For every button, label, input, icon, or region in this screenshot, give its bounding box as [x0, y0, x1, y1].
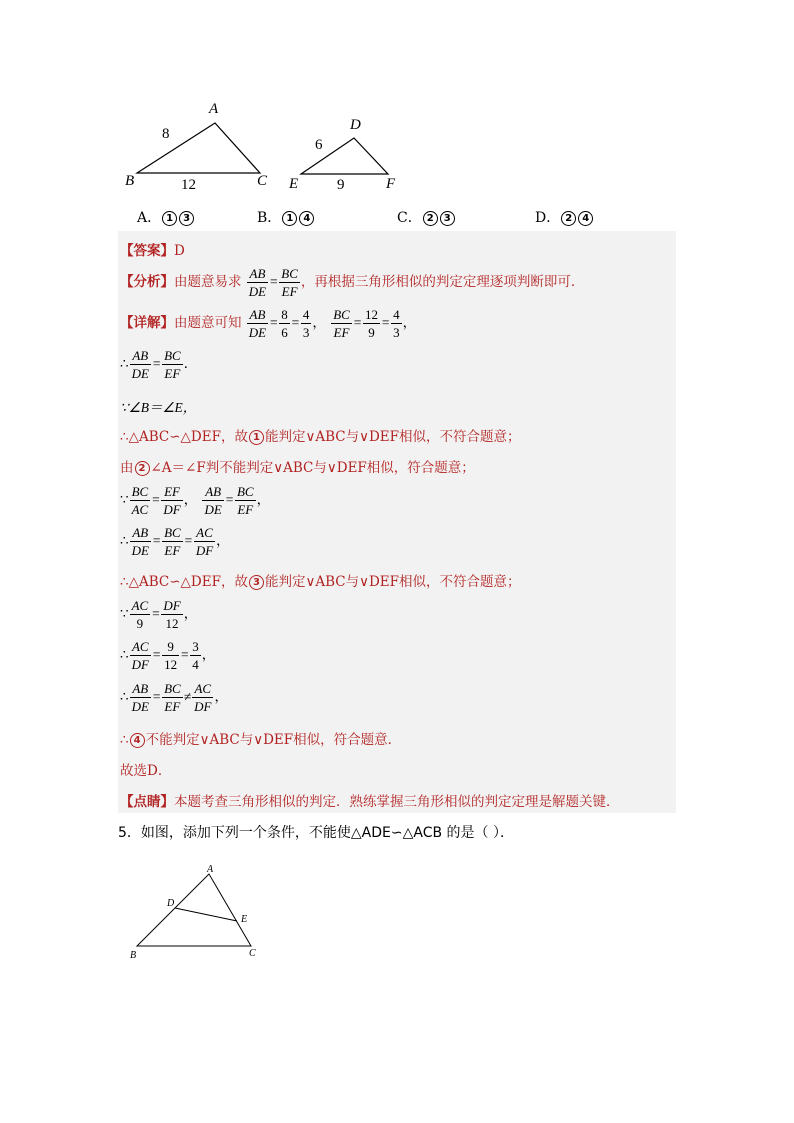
fraction: $\frac{BC}{EF}$ — [164, 681, 181, 714]
question-5: 5．如图，添加下列一个条件，不能使△ADE∽△ACB 的是（ ）． — [118, 825, 514, 841]
detail-line: 【详解】由题意可知 $\frac{AB}{DE}$ = $\frac{8}{6}$ = $\frac{4}{3}$ ， $\frac{BC}{EF}$ = $\frac{12}{9}$ = $\frac{4}{3}$ ， — [120, 307, 417, 340]
l3-mid: 能判定∨ABC与∨DEF相似，不符合题意； — [264, 429, 521, 445]
detail-tag: 【详解】 — [120, 315, 174, 331]
fraction: $\frac{BC}{EF}$ — [236, 484, 254, 517]
option-d-label: D． — [535, 210, 561, 226]
fraction: $\frac{EF}{DF}$ — [163, 484, 181, 517]
vertex-e: E — [289, 176, 299, 192]
choose-line: 故选D． — [120, 763, 172, 779]
circle-num: 2 — [135, 461, 150, 476]
triangle-figure-2 — [125, 862, 275, 962]
fraction: $\frac{4}{3}$ — [393, 307, 400, 340]
line-7 — [120, 570, 521, 590]
line-therefore-1: ∴ $\frac{AB}{DE}$ = $\frac{BC}{EF}$ ． — [120, 348, 198, 381]
l3-pre: ∴△ABC∽△DEF，故 — [120, 429, 248, 445]
line-9: ∴ $\frac{AC}{DF}$ = $\frac{9}{12}$ = $\frac{3}{4}$ ， — [120, 639, 216, 672]
line-5: ∵ $\frac{BC}{AC}$ = $\frac{EF}{DF}$ ， $\frac{AB}{DE}$ = $\frac{BC}{EF}$ ， — [120, 484, 271, 517]
circle-num: 3 — [179, 211, 194, 226]
option-b[interactable] — [257, 207, 315, 227]
circle-num: 2 — [423, 211, 438, 226]
circle-num: 4 — [578, 211, 593, 226]
fraction: $\frac{AB}{DE}$ — [131, 681, 149, 714]
line-6: ∴ $\frac{AB}{DE}$ = $\frac{BC}{EF}$ = $\frac{AC}{DF}$ ， — [120, 525, 230, 558]
line-10: ∴ $\frac{AB}{DE}$ = $\frac{BC}{EF}$ ≠ $\frac{AC}{DF}$ ， — [120, 681, 228, 714]
l7-pre: ∴△ABC∽△DEF，故 — [120, 574, 248, 590]
vertex-f: F — [386, 176, 396, 192]
circle-num: 1 — [249, 430, 264, 445]
side-bc: 12 — [181, 177, 196, 193]
fraction: $\frac{BC}{EF}$ — [333, 307, 350, 340]
fraction: $\frac{AB}{DE}$ — [131, 525, 149, 558]
detail-pre: 由题意可知 — [174, 315, 242, 331]
analysis-tag: 【分析】 — [120, 274, 174, 290]
fraction: $\frac{AB}{DE}$ — [248, 307, 267, 340]
side-ab: 8 — [162, 126, 170, 142]
fraction: $\frac{4}{3}$ — [302, 307, 310, 340]
side-de: 6 — [315, 137, 323, 153]
vertex-c-2: C — [249, 948, 256, 959]
vertex-a-2: A — [207, 864, 214, 875]
fraction: $\frac{BC}{EF}$ — [281, 266, 298, 299]
circle-num: 3 — [249, 575, 264, 590]
fraction: $\frac{8}{6}$ — [281, 307, 288, 340]
fraction: $\frac{AC}{9}$ — [131, 598, 149, 631]
fraction: $\frac{BC}{AC}$ — [131, 484, 149, 517]
l11-text: 不能判定∨ABC与∨DEF相似，符合题意． — [145, 732, 402, 748]
comment-text: 本题考查三角形相似的判定．熟练掌握三角形相似的判定定理是解题关键． — [174, 794, 620, 810]
vertex-d-2: D — [167, 898, 175, 909]
option-a[interactable] — [137, 207, 195, 227]
circle-num: 4 — [130, 733, 145, 748]
line-8: ∵ $\frac{AC}{9}$ = $\frac{DF}{12}$ ， — [120, 598, 198, 631]
analysis-post: ，再根据三角形相似的判定定理逐项判断即可． — [300, 274, 585, 290]
side-ef: 9 — [337, 177, 345, 193]
vertex-e-2: E — [241, 914, 248, 925]
line-4 — [120, 456, 475, 476]
analysis-line: 【分析】由题意易求 $\frac{AB}{DE}$ = $\frac{BC}{EF}$ ，再根据三角形相似的判定定理逐项判断即可． — [120, 266, 585, 299]
fraction: $\frac{BC}{EF}$ — [164, 348, 181, 381]
fraction: $\frac{DF}{12}$ — [163, 598, 181, 631]
answer-value: D — [174, 243, 185, 259]
vertex-d: D — [350, 117, 361, 133]
vertex-b: B — [125, 173, 135, 189]
answer-line — [120, 239, 185, 259]
fraction: $\frac{9}{12}$ — [164, 639, 178, 672]
answer-tag: 【答案】 — [120, 243, 174, 259]
segment-de — [175, 908, 237, 921]
option-c[interactable] — [397, 207, 456, 227]
option-c-label: C． — [397, 210, 422, 226]
comment-tag: 【点睛】 — [120, 794, 174, 810]
l4-pre: 由 — [120, 460, 134, 476]
vertex-a: A — [209, 101, 219, 117]
circle-num: 2 — [561, 211, 576, 226]
vertex-c: C — [257, 173, 268, 189]
line-3 — [120, 425, 521, 445]
fraction: $\frac{AC}{DF}$ — [194, 681, 212, 714]
fraction: $\frac{AB}{DE}$ — [204, 484, 222, 517]
option-d[interactable] — [535, 207, 594, 227]
circle-num: 4 — [299, 211, 314, 226]
analysis-pre: 由题意易求 — [174, 274, 242, 290]
triangle-abc-2 — [137, 874, 251, 946]
option-b-label: B． — [257, 210, 282, 226]
triangle-abc — [137, 123, 260, 173]
l4-text: ∠A＝∠F判不能判定∨ABC与∨DEF相似，符合题意； — [150, 460, 475, 476]
fraction: $\frac{BC}{EF}$ — [164, 525, 181, 558]
option-a-label: A． — [137, 210, 162, 226]
fraction: $\frac{12}{9}$ — [364, 307, 378, 340]
fraction: $\frac{AB}{DE}$ — [131, 348, 149, 381]
circle-num: 1 — [282, 211, 297, 226]
fraction: $\frac{AC}{DF}$ — [195, 525, 214, 558]
line-11: ∴ 4 不能判定∨ABC与∨DEF相似，符合题意． — [120, 732, 402, 748]
circle-num: 1 — [162, 211, 177, 226]
fraction: $\frac{AB}{DE}$ — [248, 266, 267, 299]
fraction: $\frac{3}{4}$ — [192, 639, 199, 672]
fraction: $\frac{AC}{DF}$ — [131, 639, 149, 672]
circle-num: 3 — [440, 211, 455, 226]
l7-mid: 能判定∨ABC与∨DEF相似，不符合题意； — [264, 574, 521, 590]
line-angle: ∵∠B＝∠E， — [120, 400, 197, 415]
comment-line — [120, 790, 620, 810]
vertex-b-2: B — [130, 950, 137, 961]
